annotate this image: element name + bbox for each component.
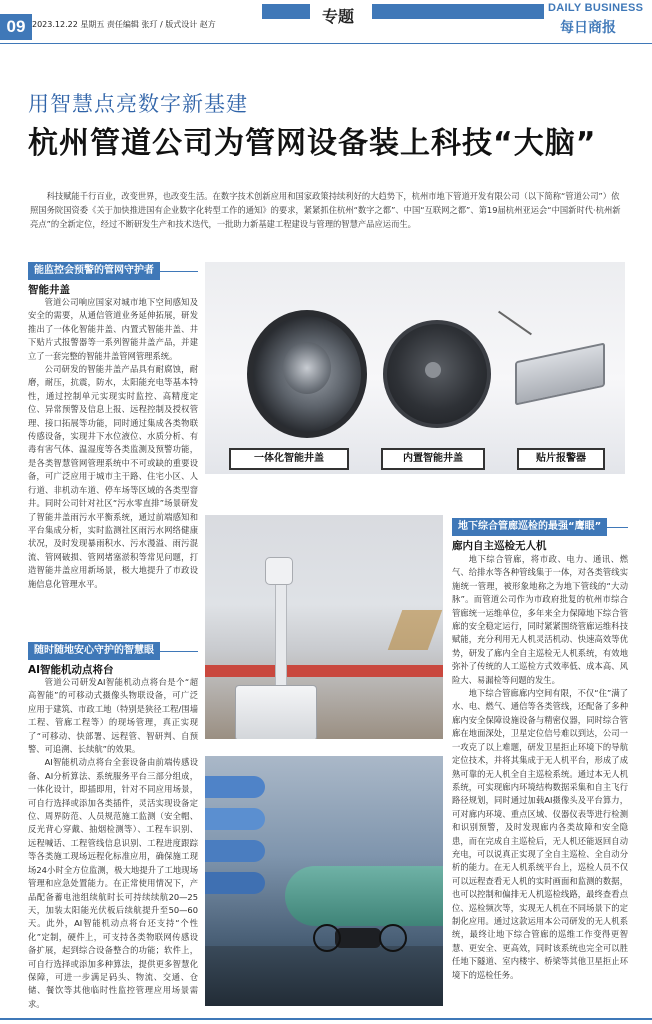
- section1-paragraph-2: 公司研发的智能井盖产品具有耐腐蚀，耐磨，耐压，抗震，防水，太阳能充电等基本特性，通过控制单元实现实时监控、高精度定位、异常预警及信息上报、远程控制及授权管理、接口拓展等功能，同时通过集成各类物联传感设备，实现井下水位液位、水质分析、有毒有害气体、温湿度等各类监测及预警功能，是各类智慧管网管理系统中不可或缺的重要设备，可广泛应用于城市主干路、住宅小区、人行道、非机动车道、停车场等区域的各类型窨井。同时公司针对社区“污水零直排”场景研发了智能井盖雨污水平衡系统，通过前端感知和平台集成分析，实时监测社区雨污水网络健康状况，及时发现暴雨积水、污水漫溢、雨污混流、管网破损、管网堵塞淤积等常见问题，打造智能井盖应用新场景，极大地提升了市政设施信息化管理水平。: [28, 364, 198, 589]
- section3-title: 随时随地安心守护的智慧眼: [28, 642, 160, 660]
- product-photo-panel: [205, 262, 625, 474]
- camera-pole: [275, 575, 287, 697]
- article-subtitle: 用智慧点亮数字新基建: [28, 92, 248, 116]
- label-patch-alarm: 贴片报警器: [517, 448, 605, 470]
- pipe-4: [205, 872, 265, 894]
- pipe-3: [205, 840, 265, 862]
- header-bar-right: [372, 4, 544, 19]
- section1-header: [28, 262, 198, 297]
- section3-subhead: AI智能机动点将台: [28, 664, 114, 676]
- bottom-rule: [0, 1018, 652, 1020]
- patch-alarm-cable: [498, 311, 532, 336]
- section3-paragraph-2: AI智能机动点将台全套设备由前端传感设备、AI分析算法、系统服务平台三部分组成，一体化设计，即插即用，针对不同应用场景，可自行选择或添加各类插件，灵活实现设备定位、周界防范、人员规范施工监测（安全帽、反光背心穿戴、抽烟检测等）、工程车识别、远程喊话、工程管线信息识别、工程进度跟踪等各类施工现场远程化标准应用，确保施工现场24小时全方位监测，极大地提升了工地现场管理和应急处置能力。在正常使用情况下，产品配备蓄电池组续航时长可持续续航20—25天，加装太阳能光伏板后续航提升至50—60天。此外，AI智能机动点将台还支持“个性化”定制，硬件上，可支持各类物联网传感设备扩展，起到综合设备整合的功能；软件上，可自行选择或添加多种算法，提供更多智慧化保障，可进一步满足码头、物流、交通、仓储、餐饮等其他临时性监控管理应用场景需求。: [28, 757, 198, 1009]
- section1-subhead: 智能井盖: [28, 284, 70, 296]
- fence-strip: [205, 665, 443, 677]
- page-number: 09: [0, 14, 32, 40]
- section3-paragraph-1: 管道公司研发AI智能机动点将台是个“超高智能”的可移动式摄像头物联设备，可广泛应用于建筑、市政工地（特别是狭径工程/围墙工程、管廊工程等）的现场管理，真正实现了“可移动、快部署、远程管、智研判、自预警、可追溯、长续航”的效果。: [28, 677, 198, 755]
- section2-rule: [607, 527, 628, 528]
- header-bar-left: [262, 4, 310, 19]
- section2-subhead: 廊内自主巡检无人机: [452, 540, 547, 552]
- patch-alarm-image: [515, 342, 605, 405]
- section2-body: [452, 553, 628, 982]
- large-pipe: [285, 866, 443, 926]
- pipe-2: [205, 808, 265, 830]
- brand-chinese: 每日商报: [560, 20, 616, 36]
- section1-body: [28, 296, 198, 591]
- date-editor-line: 2023.12.22 星期五 责任编辑 张玎 / 版式设计 赵方: [32, 20, 216, 29]
- section2-paragraph-2: 地下综合管廊廊内空间有限，不仅“住”满了水、电、燃气、通信等各类管线，还配备了多种廊内安全保障设施设备与精密仪器，同时综合管廊在地面深处，卫星定位信号难以到达，公司一一攻克了以上难题，研发卫星拒止环境下的导航定位技术，并将其集成于无人机平台，形成了成熟可靠的无人机全自主巡检系统。通过本无人机系统，可实现廊内环境结构数据采集和自主飞行路径规划，同时通过加载AI摄像头及平台算力，可对廊内环境、重点区域、仪器仪表等进行检测和识别预警，及时发现廊内各类故障和安全隐患，而在完成自主巡检后，无人机还能返回自动充电，可以说真正实现了全自主巡检、全自动分析的能力。在无人机系统平台上，巡检人员不仅可以远程查看无人机的实时画面和监测的数据，也可以控制和偏排无人机巡检线路，最终查看点位、巡检频次等，实现无人机在不同场景下的定制化应用。通过这款运用本公司研发的无人机系统，最终让地下综合管廊的巡维工作变得更智慧、更安全、更高效，同时该系统也完全可以胜任地下隧道、室内楼宇、桥梁等其他卫星拒止环境下的巡检任务。: [452, 688, 628, 980]
- label-integrated-cover: 一体化智能井盖: [229, 448, 349, 470]
- section-topic: 专题: [322, 7, 355, 26]
- tunnel-drone-photo: [205, 756, 443, 1006]
- builtin-manhole-cover-dot: [425, 362, 441, 378]
- brand-english: DAILY BUSINESS: [548, 2, 644, 14]
- section1-paragraph-1: 管道公司响应国家对城市地下空间感知及安全的需要，从通信管道业务延伸拓展，研发推出了一体化智能井盖、内置式智能井盖、井下贴片式报警器等一系列智能井盖产品，并建立了一套完整的智能井盖管网管理系统。: [28, 297, 198, 361]
- section2-header: [452, 518, 628, 553]
- integrated-manhole-cover-center: [283, 342, 331, 394]
- article-title: 杭州管道公司为管网设备装上科技“大脑”: [28, 126, 597, 161]
- crane-silhouette: [388, 610, 443, 650]
- section3-header: [28, 642, 198, 677]
- header-rule: [0, 43, 652, 44]
- section2-title: 地下综合管廊巡检的最强“鹰眼”: [452, 518, 607, 536]
- pipe-1: [205, 776, 265, 798]
- section1-title: 能监控会预警的管网守护者: [28, 262, 160, 280]
- section1-rule: [160, 271, 198, 272]
- tunnel-floor: [205, 946, 443, 1006]
- drone-body: [335, 928, 381, 948]
- drone-rotor-right: [379, 924, 407, 952]
- station-cabinet: [235, 685, 317, 739]
- section2-paragraph-1: 地下综合管廊，将市政、电力、通讯、燃气、给排水等各种管线集于一体，对各类管线实施统一管理，被形象地称之为地下管线的“大动脉”。而管道公司作为市政府批复的杭州市综合管廊统一运维单位，多年来全力保障地下综合管廊的安全稳定运行，同时紧紧围绕管廊运维科技赋能，充分利用无人机灵活机动、快速高效等优势，研发了廊内全自主巡检无人机系统，有效地弥补了传统的人工巡检方式效率低、成本高、风险大、易漏检等问题的发生。: [452, 554, 628, 685]
- drone-rotor-left: [313, 924, 341, 952]
- section3-body: [28, 676, 198, 1011]
- section3-rule: [160, 651, 198, 652]
- label-builtin-cover: 内置智能井盖: [381, 448, 485, 470]
- article-lead: 科技赋能千行百业，改变世界，也改变生活。在数字技术创新应用和国家政策持续利好的大趋势下，杭州市地下管道开发有限公司（以下简称“管道公司”）依照国务院国资委《关于加快推进国有企业数字化转型工作的通知》的要求，紧紧抓住杭州“数字之都”、中国“互联网之都”、第19届杭州亚运会“中国新时代·杭州新亮点”的全新定位，经过不断研发生产和技术迭代，一批助力新基建工程建设与管理的智慧产品应运而生。: [30, 191, 621, 229]
- camera-head: [265, 557, 293, 585]
- mobile-camera-station-photo: [205, 515, 443, 739]
